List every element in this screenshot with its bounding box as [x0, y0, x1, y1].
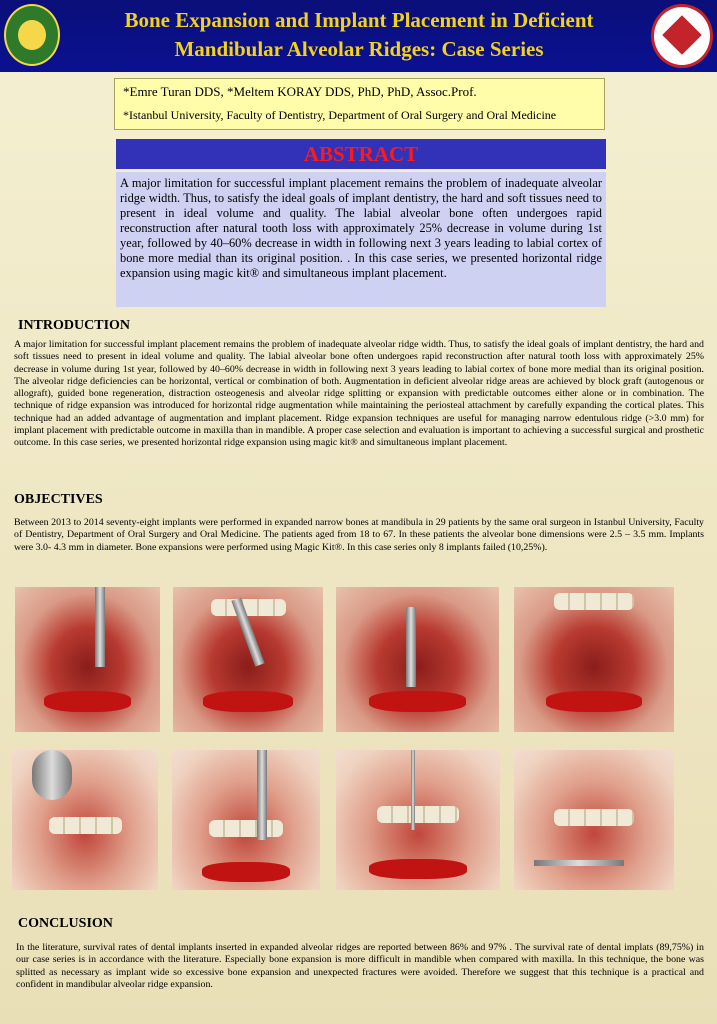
introduction-text: A major limitation for successful implant placement remains the problem of inadequate alveolar ridge width. Thus, to satisfy the ideal goals of implant dentistry, the hard and soft tissues need to present in ideal volume and quality. The labial alveolar bone often undergoes rapid reconstruction after natural tooth loss with approximately 25% decrease in volume during 1st year, followed by 40–60% decrease in width in following next 3 years leading to labial cortex of bone more medial than its original position. The alveolar ridge deficiencies can be horizontal, vertical or combination of both. Augmentation in deficient alveolar ridge areas are achieved by block graft (autogenous or allograft), guided bone regeneration, distraction osteogenesis and alveolar ridge splitting or expansion with predictable outcomes either alone or in combination. The technique of ridge expansion was introduced for horizontal ridge augmentation while maintaining the periosteal attachment by carefully expanding the cortical plates. This technique had an added advantage of augmentation and implant placement. Ridge expansion techniques are useful for managing narrow edentulous ridge (>3.0 mm) for implant placement with predictable outcome in maxilla than in mandible. A proper case selection and evaluation is important to achieving a successful surgical and prosthetic outcome. In this case series, we presented horizontal ridge expansion using magic kit® and simultaneous implant placement. [14, 339, 704, 449]
author-names: *Emre Turan DDS, *Meltem KORAY DDS, PhD, PhD, Assoc.Prof. [123, 84, 477, 99]
clinical-photo-3 [336, 587, 499, 732]
clinical-photo-4 [514, 587, 674, 732]
poster-header [0, 0, 717, 72]
abstract-text: A major limitation for successful implant placement remains the problem of inadequate alveolar ridge width. Thus, to satisfy the ideal goals of implant dentistry, the hard and soft tissues need to present in ideal volume and quality. The labial alveolar bone often undergoes rapid reconstruction after natural tooth loss with approximately 25% decrease in volume during 1st year, followed by 40–60% decrease in width in following next 3 years leading to labial cortex of bone more medial than its original position. . In this case series, we presented horizontal ridge expansion using magic kit® and simultaneous implant placement. [116, 172, 606, 307]
poster-title [74, 6, 644, 64]
introduction-heading: INTRODUCTION [18, 318, 131, 333]
clinical-photo-7 [336, 750, 500, 890]
title-line-1: Bone Expansion and Implant Placement in Deficient [124, 8, 594, 32]
clinical-photo-5 [12, 750, 158, 890]
clinical-photo-2 [173, 587, 323, 732]
faculty-logo-right [651, 4, 713, 68]
objectives-text: Between 2013 to 2014 seventy-eight implants were performed in expanded narrow bones at mandibula in 29 patients by the same oral surgeon in Istanbul University, Faculty of Dentistry, Department of Oral Surgery and Oral Medicine. The patients aged from 18 to 67. In these patients the alveolar bone dimensions were 2.5 – 3.5 mm. Implants were 3.0- 4.3 mm in diameter. Bone expansions were performed using Magic Kit®. In this case series only 8 implants failed (10,25%). [14, 517, 704, 553]
author-affiliation: *Istanbul University, Faculty of Dentistry, Department of Oral Surgery and Oral Medicine [123, 108, 557, 122]
abstract-heading: ABSTRACT [116, 139, 606, 169]
authors-box [114, 78, 605, 130]
clinical-photo-8 [514, 750, 674, 890]
conclusion-text: In the literature, survival rates of dental implants inserted in expanded alveolar ridges are reported between 86% and 97% . The survival rate of dental implats (89,75%) in our case series is in accordance with the literature. Especially bone expansion is more difficult in mandible when compared with maxilla. In this technique, the bone was splitted as necessary as implant wide so excessive bone expansion and unexpected fractures were avoided. Therefore we suggest that this technique is a practical and confident in mandibular alveolar ridge expansion. [16, 942, 704, 990]
conclusion-heading: CONCLUSION [18, 916, 113, 931]
clinical-photo-1 [15, 587, 160, 732]
title-line-2: Mandibular Alveolar Ridges: Case Series [174, 37, 544, 61]
university-logo-left [4, 4, 60, 66]
objectives-heading: OBJECTIVES [14, 492, 103, 507]
clinical-photo-6 [172, 750, 320, 890]
